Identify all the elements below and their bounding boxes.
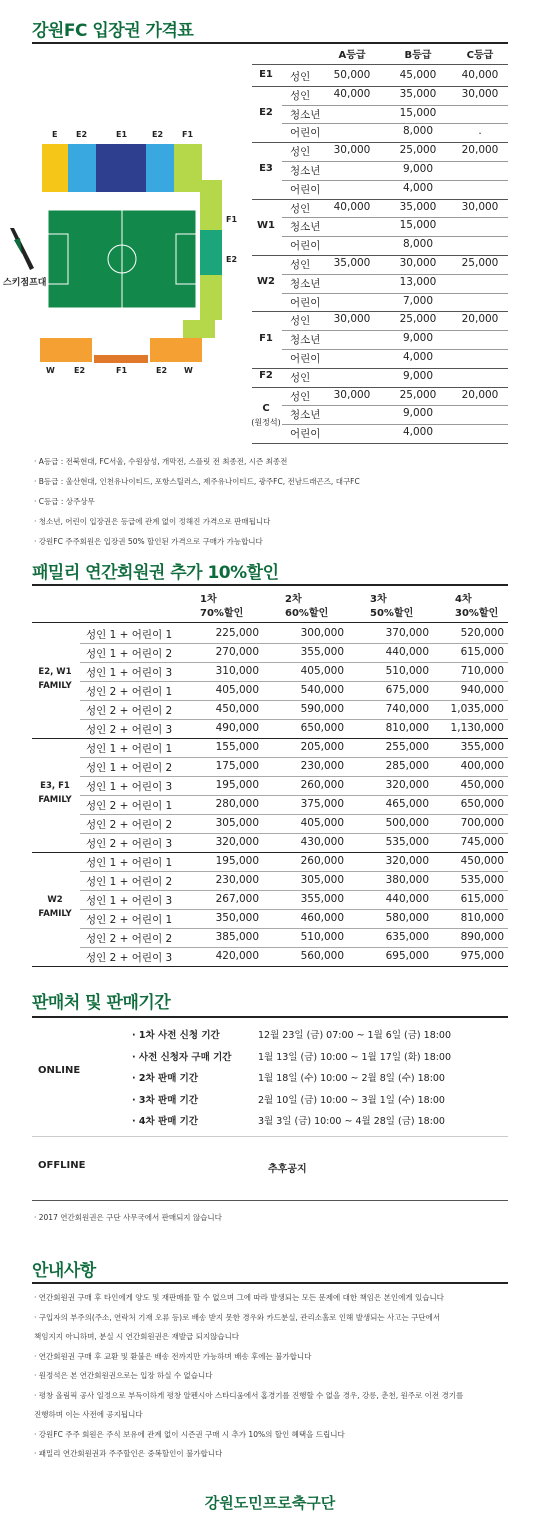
family-row-value-1: 375,000	[300, 798, 344, 810]
family-row-rule	[80, 871, 508, 872]
price-section-code: E3	[259, 163, 273, 175]
family-row-value-0: 310,000	[215, 665, 259, 677]
family-row-value-1: 300,000	[300, 627, 344, 639]
sales-period-date: 12월 23일 (금) 07:00 ~ 1월 6일 (금) 18:00	[258, 1030, 452, 1041]
family-row-value-0: 175,000	[215, 760, 259, 772]
family-row-label: 성인 1 + 어린이 1	[86, 629, 173, 641]
family-row-label: 성인 1 + 어린이 2	[86, 762, 173, 774]
family-row-rule	[80, 909, 508, 910]
family-row-value-0: 385,000	[215, 931, 259, 943]
family-row-value-1: 590,000	[300, 703, 344, 715]
price-title-rule	[32, 42, 508, 44]
family-row-label: 성인 2 + 어린이 3	[86, 838, 173, 850]
family-row-value-1: 510,000	[300, 931, 344, 943]
family-header-discount-3: 30%할인	[455, 608, 499, 619]
price-header-0: A등급	[338, 50, 366, 61]
guide-line-8: · 패밀리 연간회원권과 주주할인은 중복할인이 불가합니다	[34, 1449, 223, 1458]
price-section-rule	[252, 443, 508, 444]
sales-note: · 2017 연간회원권은 구단 사무국에서 판매되지 않습니다	[34, 1213, 222, 1222]
top-stands	[42, 144, 202, 192]
guide-line-0: · 연간회원권 구매 후 타인에게 양도 및 재판매를 할 수 없으며 그에 따라 발생되는 모든 문제에 대한 책임은 본인에게 있습니다	[34, 1293, 444, 1302]
price-row-rule	[282, 105, 508, 106]
family-row-rule	[80, 928, 508, 929]
family-row-rule	[80, 947, 508, 948]
price-note-2: · C등급 : 상주상무	[34, 497, 95, 506]
price-value-c: 20,000	[461, 313, 499, 326]
price-value-b: 25,000	[399, 144, 437, 157]
family-row-value-3: 355,000	[460, 741, 504, 753]
family-group-tag: FAMILY	[38, 795, 72, 805]
family-row-value-2: 285,000	[385, 760, 429, 772]
sales-period-date: 1월 18일 (수) 10:00 ~ 2월 8일 (수) 18:00	[258, 1073, 445, 1084]
family-row-value-2: 380,000	[385, 874, 429, 886]
price-value-a: 40,000	[333, 87, 371, 100]
map-label-side-1: F1	[226, 215, 238, 224]
price-value-b: 45,000	[399, 69, 437, 81]
family-row-value-2: 810,000	[385, 722, 429, 734]
pitch	[48, 210, 196, 308]
price-value-b: 4,000	[402, 351, 434, 363]
price-value-b: 13,000	[399, 275, 437, 288]
family-row-value-0: 267,000	[215, 893, 259, 905]
sales-period-name: · 3차 판매 기간	[132, 1094, 199, 1106]
family-row-value-3: 890,000	[460, 931, 504, 943]
price-title: 강원FC 입장권 가격표	[32, 21, 194, 41]
price-value-b: 35,000	[399, 200, 437, 213]
map-label-side-2: E2	[226, 255, 238, 264]
family-group-name: E3, F1	[40, 781, 70, 791]
price-value-b: 9,000	[402, 332, 434, 345]
price-type: 성인	[290, 259, 311, 271]
family-row-label: 성인 1 + 어린이 3	[86, 895, 173, 907]
family-row-value-3: 810,000	[460, 912, 504, 924]
family-group-rule	[32, 738, 508, 739]
family-title-rule	[32, 584, 508, 586]
price-value-c: 30,000	[461, 87, 499, 100]
family-row-value-1: 560,000	[300, 950, 344, 962]
guide-line-4: · 원정석은 본 연간회원권으로는 입장 하실 수 없습니다	[34, 1371, 213, 1380]
price-type: 어린이	[290, 428, 321, 441]
family-row-value-3: 1,035,000	[450, 703, 504, 715]
footer-org-name: 강원도민프로축구단	[204, 1494, 336, 1512]
family-row-label: 성인 2 + 어린이 3	[86, 724, 173, 736]
family-row-value-2: 440,000	[385, 893, 429, 905]
family-row-value-3: 535,000	[460, 874, 504, 886]
price-value-a: 30,000	[333, 144, 371, 157]
family-row-label: 성인 2 + 어린이 1	[86, 686, 173, 698]
family-row-value-2: 440,000	[385, 646, 429, 658]
price-type: 성인	[290, 146, 311, 159]
price-type: 어린이	[290, 127, 321, 140]
family-title: 패밀리 연간회원권 추가 10%할인	[32, 563, 279, 583]
sales-title: 판매처 및 판매기간	[32, 993, 171, 1013]
family-row-value-0: 195,000	[215, 779, 259, 791]
price-value-b: 15,000	[399, 219, 437, 232]
family-group-rule	[32, 852, 508, 853]
guide-title-rule	[32, 1282, 508, 1284]
price-note-1: · B등급 : 울산현대, 인천유나이티드, 포항스틸러스, 제주유나이티드, 광주FC, 전남드래곤즈, 대구FC	[34, 477, 360, 486]
map-label-bottom-1: W	[46, 366, 55, 375]
family-row-rule	[80, 776, 508, 777]
price-value-b: 4,000	[402, 181, 434, 194]
family-row-label: 성인 2 + 어린이 1	[86, 800, 173, 812]
family-row-value-1: 260,000	[300, 855, 344, 867]
family-row-value-1: 540,000	[300, 684, 344, 696]
online-label: ONLINE	[38, 1065, 81, 1076]
price-header-1: B등급	[404, 50, 432, 61]
offline-label: OFFLINE	[38, 1160, 86, 1171]
family-row-value-1: 205,000	[300, 741, 344, 753]
price-row-rule	[282, 180, 508, 181]
price-section-code: W2	[257, 276, 275, 288]
price-note-3: · 청소년, 어린이 입장권은 등급에 관계 없이 정해진 가격으로 판매됩니다	[34, 517, 271, 526]
sales-period-name: · 4차 판매 기간	[132, 1116, 199, 1127]
family-row-value-0: 305,000	[215, 817, 259, 829]
map-label-bottom-4: E2	[156, 366, 168, 375]
price-type: 어린이	[290, 296, 321, 309]
family-row-label: 성인 1 + 어린이 1	[86, 743, 173, 755]
family-row-value-0: 350,000	[215, 912, 259, 924]
price-value-a: 30,000	[333, 388, 371, 401]
price-type: 성인	[290, 202, 311, 215]
family-row-value-2: 320,000	[385, 779, 429, 791]
price-value-c: .	[478, 125, 482, 138]
family-row-value-3: 975,000	[460, 950, 504, 962]
sales-title-rule	[32, 1016, 508, 1018]
family-row-value-2: 535,000	[385, 836, 429, 848]
price-value-a: 50,000	[333, 69, 371, 81]
family-row-value-2: 370,000	[385, 627, 429, 639]
family-row-label: 성인 1 + 어린이 3	[86, 667, 173, 679]
family-row-value-1: 650,000	[300, 722, 344, 734]
price-note-0: · A등급 : 전북현대, FC서울, 수원삼성, 개막전, 스플릿 전 최종전, 시즌 최종전	[34, 457, 288, 466]
family-row-value-1: 430,000	[300, 836, 344, 848]
family-row-rule	[80, 700, 508, 701]
price-value-b: 25,000	[399, 313, 437, 326]
price-value-c: 40,000	[461, 69, 499, 81]
sales-period-date: 3월 3일 (금) 10:00 ~ 4월 28일 (금) 18:00	[258, 1116, 445, 1127]
family-header-discount-0: 70%할인	[200, 608, 244, 619]
price-type: 성인	[290, 71, 311, 83]
family-row-value-1: 230,000	[300, 760, 344, 772]
price-section-rule	[252, 142, 508, 143]
guide-title: 안내사항	[32, 1261, 96, 1281]
family-header-rule	[32, 622, 508, 623]
family-row-value-3: 520,000	[460, 627, 504, 639]
family-row-value-1: 355,000	[300, 646, 344, 658]
family-row-label: 성인 2 + 어린이 2	[86, 705, 173, 717]
price-type: 청소년	[290, 108, 321, 121]
price-row-rule	[282, 123, 508, 124]
family-row-rule	[80, 833, 508, 834]
price-value-c: 30,000	[461, 200, 499, 213]
guide-line-6: 진행하며 이는 사전에 공지됩니다	[34, 1410, 143, 1419]
map-label-bottom-3: F1	[116, 366, 128, 375]
price-header-2: C등급	[466, 50, 494, 61]
price-type: 청소년	[290, 334, 321, 347]
price-row-rule	[282, 349, 508, 350]
family-row-value-0: 405,000	[215, 684, 259, 696]
price-value-b: 4,000	[402, 426, 434, 439]
family-header-round-3: 4차	[455, 594, 472, 605]
sales-divider	[32, 1136, 508, 1137]
price-type: 어린이	[290, 240, 321, 253]
family-row-value-3: 400,000	[460, 760, 504, 772]
price-value-b: 35,000	[399, 87, 437, 100]
price-value-b: 9,000	[402, 369, 434, 382]
price-value-c: 20,000	[461, 144, 499, 157]
family-row-value-2: 465,000	[385, 798, 429, 810]
price-section-code: W1	[257, 219, 275, 231]
family-header-discount-2: 50%할인	[370, 608, 414, 619]
price-value-a: 40,000	[333, 200, 371, 213]
family-row-value-2: 580,000	[385, 912, 429, 924]
family-row-label: 성인 2 + 어린이 2	[86, 933, 173, 945]
family-row-value-0: 420,000	[215, 950, 259, 962]
price-type: 어린이	[290, 183, 321, 196]
family-header-round-0: 1차	[200, 594, 217, 605]
family-row-value-3: 745,000	[460, 836, 504, 848]
price-value-b: 8,000	[402, 238, 434, 251]
map-label-top-4: E2	[152, 130, 164, 139]
family-row-rule	[80, 757, 508, 758]
sales-period-name: · 사전 신청자 구매 기간	[132, 1051, 232, 1063]
bottom-stands	[40, 338, 202, 363]
price-value-b: 25,000	[399, 388, 437, 401]
family-row-value-0: 320,000	[215, 836, 259, 848]
family-header-discount-1: 60%할인	[285, 608, 329, 619]
family-row-rule	[80, 814, 508, 815]
sales-period-date: 2월 10일 (금) 10:00 ~ 3월 1일 (수) 18:00	[258, 1094, 445, 1106]
family-row-value-0: 225,000	[215, 627, 259, 639]
offline-value: 추후공지	[268, 1164, 307, 1175]
family-group-name: W2	[47, 895, 63, 905]
family-row-value-3: 615,000	[460, 893, 504, 905]
price-row-rule	[282, 236, 508, 237]
price-section-rule	[252, 86, 508, 87]
family-row-value-3: 450,000	[460, 855, 504, 867]
family-row-label: 성인 1 + 어린이 1	[86, 857, 173, 869]
family-group-name: E2, W1	[38, 667, 72, 677]
family-row-rule	[80, 681, 508, 682]
map-label-top-2: E2	[76, 130, 88, 139]
price-section-code: C	[262, 402, 270, 414]
price-value-b: 15,000	[399, 106, 437, 119]
price-section-sub: (원정석)	[251, 417, 281, 427]
guide-line-3: · 연간회원권 구매 후 교환 및 환불은 배송 전까지만 가능하며 배송 후에는 불가합니다	[34, 1351, 312, 1361]
family-group-tag: FAMILY	[38, 909, 72, 919]
family-row-rule	[80, 662, 508, 663]
price-type: 어린이	[290, 353, 321, 365]
sales-period-name: · 2차 판매 기간	[132, 1073, 199, 1084]
price-type: 성인	[290, 315, 311, 328]
family-row-value-3: 710,000	[460, 665, 504, 677]
family-row-value-2: 510,000	[385, 665, 429, 677]
map-label-top-3: E1	[116, 130, 128, 139]
guide-line-1: · 구입자의 부주의(주소, 연락처 기재 오류 등)로 배송 받지 못한 경우와 카드분실, 관리소홀로 인해 발생되는 사고는 구단에서	[34, 1312, 441, 1322]
price-row-rule	[282, 330, 508, 331]
price-note-4: · 강원FC 주주회원은 입장권 50% 할인된 가격으로 구매가 가능합니다	[34, 537, 263, 546]
family-row-value-3: 615,000	[460, 646, 504, 658]
map-label-top-1: E	[52, 130, 58, 139]
family-row-value-2: 320,000	[385, 855, 429, 867]
family-row-value-0: 280,000	[215, 798, 259, 810]
ski-jump-logo	[3, 228, 46, 288]
family-row-value-3: 450,000	[460, 779, 504, 791]
sales-period-date: 1월 13일 (금) 10:00 ~ 1월 17일 (화) 18:00	[258, 1051, 452, 1063]
family-row-value-1: 460,000	[300, 912, 344, 924]
family-header-round-1: 2차	[285, 594, 302, 605]
family-row-value-1: 405,000	[300, 665, 344, 677]
price-section-code: F1	[259, 332, 273, 344]
family-row-value-0: 230,000	[215, 874, 259, 886]
family-header-round-2: 3차	[370, 594, 387, 605]
stadium-map	[0, 120, 250, 380]
family-row-label: 성인 1 + 어린이 2	[86, 648, 173, 660]
family-group-rule	[32, 966, 508, 967]
guide-line-7: · 강원FC 주주 회원은 주식 보유에 관계 없이 시즌권 구매 시 추가 10%의 할인 혜택을 드립니다	[34, 1429, 345, 1439]
map-label-top-5: F1	[182, 130, 194, 139]
price-type: 청소년	[290, 409, 321, 422]
price-value-b: 7,000	[402, 294, 434, 307]
price-row-rule	[282, 161, 508, 162]
family-row-value-2: 255,000	[385, 741, 429, 753]
family-row-value-2: 695,000	[385, 950, 429, 962]
family-row-value-1: 260,000	[300, 779, 344, 791]
price-type: 청소년	[290, 221, 321, 234]
family-row-label: 성인 2 + 어린이 3	[86, 952, 173, 964]
price-value-b: 9,000	[402, 407, 434, 420]
family-row-value-0: 450,000	[215, 703, 259, 715]
family-row-value-0: 270,000	[215, 646, 259, 658]
family-row-label: 성인 2 + 어린이 2	[86, 819, 173, 831]
price-value-b: 8,000	[402, 125, 434, 138]
price-value-c: 25,000	[461, 257, 499, 269]
sales-bottom-rule	[32, 1200, 508, 1201]
price-section-code: E2	[259, 107, 273, 118]
stadium-svg	[0, 120, 250, 380]
price-value-b: 30,000	[399, 257, 437, 269]
price-section-code: E1	[259, 69, 273, 81]
price-type: 성인	[290, 371, 311, 384]
family-row-rule	[80, 643, 508, 644]
family-row-rule	[80, 795, 508, 796]
family-row-value-2: 635,000	[385, 931, 429, 943]
family-row-label: 성인 1 + 어린이 3	[86, 781, 173, 793]
price-header-rule	[252, 64, 508, 65]
price-value-a: 35,000	[333, 257, 371, 269]
family-row-value-0: 195,000	[215, 855, 259, 867]
price-row-rule	[282, 274, 508, 275]
family-row-value-2: 675,000	[385, 684, 429, 696]
price-row-rule	[282, 293, 508, 294]
price-row-rule	[282, 424, 508, 425]
family-row-value-3: 1,130,000	[450, 722, 504, 734]
price-type: 청소년	[290, 165, 321, 177]
family-row-value-2: 500,000	[385, 817, 429, 829]
price-section-rule	[252, 311, 508, 312]
map-label-bottom-5: W	[184, 366, 193, 375]
family-row-value-1: 405,000	[300, 817, 344, 829]
family-row-value-3: 650,000	[460, 798, 504, 810]
price-section-rule	[252, 199, 508, 200]
ski-jump-label: 스키점프대	[3, 278, 47, 288]
family-row-value-1: 355,000	[300, 893, 344, 905]
price-section-rule	[252, 387, 508, 388]
price-value-b: 9,000	[402, 163, 434, 175]
family-row-value-2: 740,000	[385, 703, 429, 715]
family-row-value-1: 305,000	[300, 874, 344, 886]
family-group-tag: FAMILY	[38, 681, 72, 691]
family-row-value-0: 490,000	[215, 722, 259, 734]
price-section-rule	[252, 368, 508, 369]
price-type: 성인	[290, 390, 311, 403]
family-row-rule	[80, 719, 508, 720]
family-row-label: 성인 2 + 어린이 1	[86, 914, 173, 926]
price-row-rule	[282, 405, 508, 406]
price-type: 청소년	[290, 277, 321, 290]
family-row-value-3: 700,000	[460, 817, 504, 829]
guide-line-2: 책임지지 아니하며, 분실 시 연간회원권은 재발급 되지않습니다	[34, 1332, 240, 1341]
price-value-a: 30,000	[333, 313, 371, 326]
sales-period-name: · 1차 사전 신청 기간	[132, 1030, 220, 1041]
map-label-bottom-2: E2	[74, 366, 86, 375]
guide-line-5: · 평창 올림픽 공사 일정으로 부득이하게 평창 알펜시아 스타디움에서 홈경기를 진행할 수 없을 경우, 강릉, 춘천, 원주로 이전 경기를	[34, 1390, 464, 1400]
price-value-c: 20,000	[461, 388, 499, 401]
price-section-rule	[252, 255, 508, 256]
family-row-rule	[80, 890, 508, 891]
price-type: 성인	[290, 89, 311, 102]
price-section-code: F2	[259, 370, 273, 382]
family-row-value-3: 940,000	[460, 684, 504, 696]
family-row-label: 성인 1 + 어린이 2	[86, 876, 173, 888]
price-row-rule	[282, 217, 508, 218]
family-row-value-0: 155,000	[215, 741, 259, 753]
